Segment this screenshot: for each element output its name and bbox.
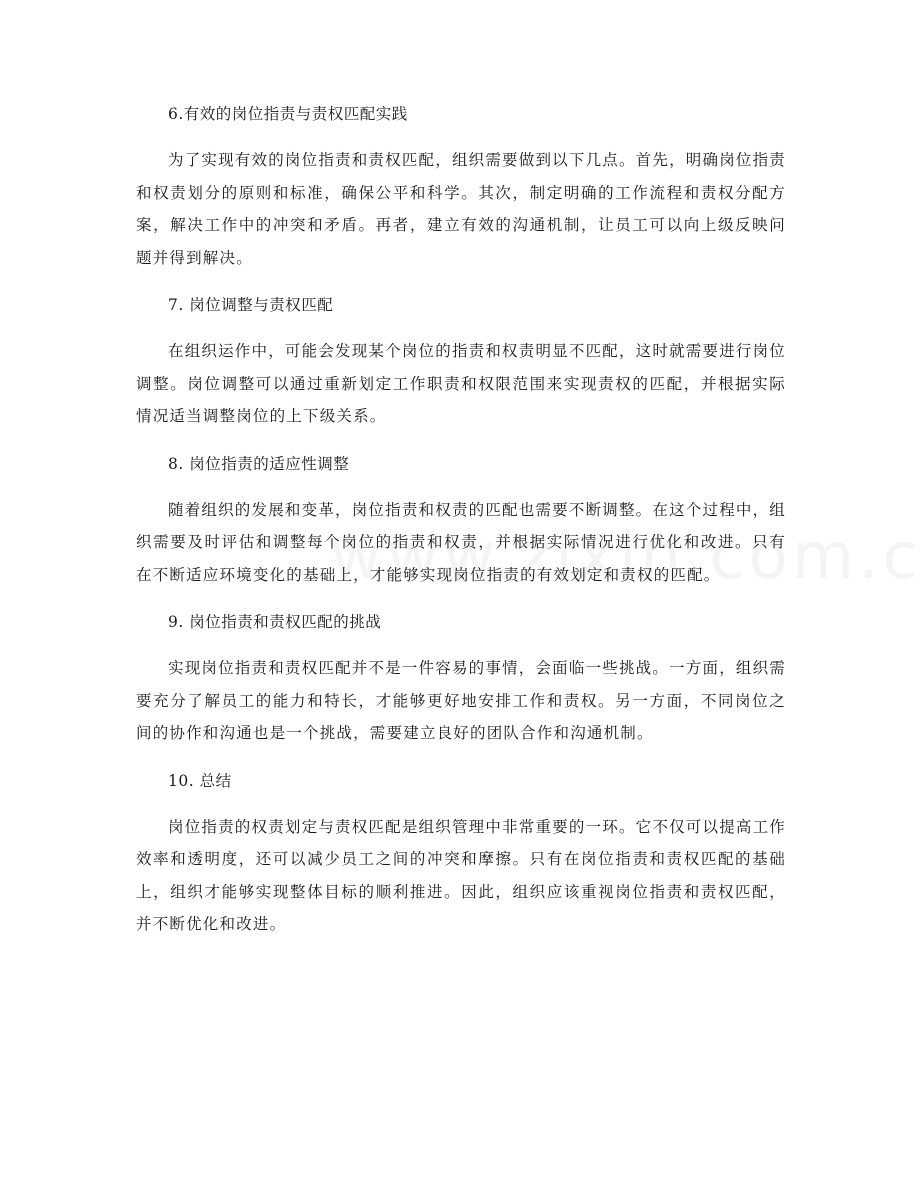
section-6 — [136, 102, 786, 274]
section-heading: 6.有效的岗位指责与责权匹配实践 — [168, 105, 408, 123]
section-paragraph: 为了实现有效的岗位指责和责权匹配，组织需要做到以下几点。首先，明确岗位指责和权责划分的原则和标准，确保公平和科学。其次，制定明确的工作流程和责权分配方案，解决工作中的冲突和矛盾。再者，建立有效的沟通机制，让员工可以向上级反映问题并得到解决。 — [136, 151, 786, 267]
section-paragraph: 实现岗位指责和责权匹配并不是一件容易的事情，会面临一些挑战。一方面，组织需要充分了解员工的能力和特长，才能够更好地安排工作和责权。另一方面，不同岗位之间的协作和沟通也是一个挑战，需要建立良好的团队合作和沟通机制。 — [136, 659, 786, 742]
section-7 — [136, 293, 786, 433]
section-heading: 9. 岗位指责和责权匹配的挑战 — [168, 613, 382, 631]
section-10 — [136, 769, 786, 941]
section-paragraph: 岗位指责的权责划定与责权匹配是组织管理中非常重要的一环。它不仅可以提高工作效率和透明度，还可以减少员工之间的冲突和摩擦。只有在岗位指责和责权匹配的基础上，组织才能够实现整体目标的顺利推进。因此，组织应该重视岗位指责和责权匹配，并不断优化和改进。 — [136, 817, 786, 933]
section-heading: 7. 岗位调整与责权匹配 — [168, 296, 334, 314]
section-8 — [136, 452, 786, 592]
section-heading: 10. 总结 — [168, 771, 232, 790]
section-paragraph: 在组织运作中，可能会发现某个岗位的指责和权责明显不匹配，这时就需要进行岗位调整。岗位调整可以通过重新划定工作职责和权限范围来实现责权的匹配，并根据实际情况适当调整岗位的上下级关系。 — [136, 342, 786, 425]
document-content — [136, 102, 786, 960]
section-heading: 8. 岗位指责的适应性调整 — [168, 454, 350, 473]
section-paragraph: 随着组织的发展和变革，岗位指责和权责的匹配也需要不断调整。在这个过程中，组织需要及时评估和调整每个岗位的指责和权责，并根据实际情况进行优化和改进。只有在不断适应环境变化的基础上，才能够实现岗位指责的有效划定和责权的匹配。 — [136, 500, 786, 584]
section-9 — [136, 610, 786, 750]
